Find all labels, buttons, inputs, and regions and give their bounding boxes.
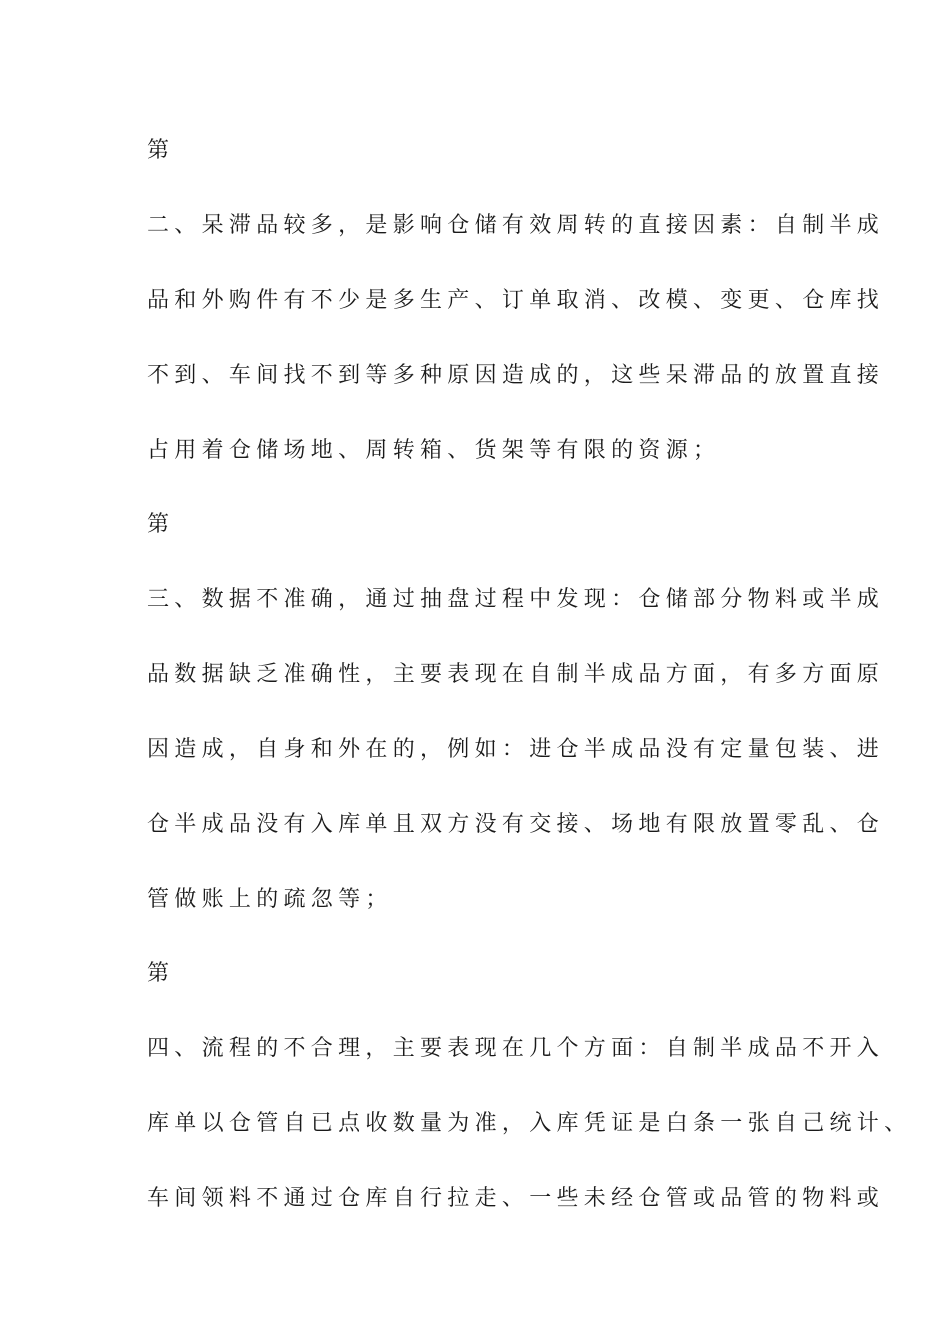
paragraph-line: 仓半成品没有入库单且双方没有交接、场地有限放置零乱、仓	[147, 812, 885, 837]
paragraph-line: 占用着仓储场地、周转箱、货架等有限的资源；	[147, 438, 721, 463]
paragraph-line: 因造成，自身和外在的，例如：进仓半成品没有定量包装、进	[147, 737, 885, 762]
paragraph-line: 管做账上的疏忽等；	[147, 887, 393, 912]
section-marker: 第	[147, 138, 175, 163]
paragraph-line: 四、流程的不合理，主要表现在几个方面：自制半成品不开入	[147, 1036, 885, 1061]
paragraph-line: 二、呆滞品较多，是影响仓储有效周转的直接因素：自制半成	[147, 213, 885, 238]
section-marker: 第	[147, 961, 175, 986]
section-marker: 第	[147, 512, 175, 537]
paragraph-line: 库单以仓管自已点收数量为准，入库凭证是白条一张自己统计、	[147, 1111, 912, 1136]
paragraph-line: 三、数据不准确，通过抽盘过程中发现：仓储部分物料或半成	[147, 587, 885, 612]
paragraph-line: 车间领料不通过仓库自行拉走、一些未经仓管或品管的物料或	[147, 1186, 885, 1211]
paragraph-line: 品和外购件有不少是多生产、订单取消、改模、变更、仓库找	[147, 288, 885, 313]
paragraph-line: 品数据缺乏准确性，主要表现在自制半成品方面，有多方面原	[147, 662, 885, 687]
paragraph-line: 不到、车间找不到等多种原因造成的，这些呆滞品的放置直接	[147, 363, 885, 388]
